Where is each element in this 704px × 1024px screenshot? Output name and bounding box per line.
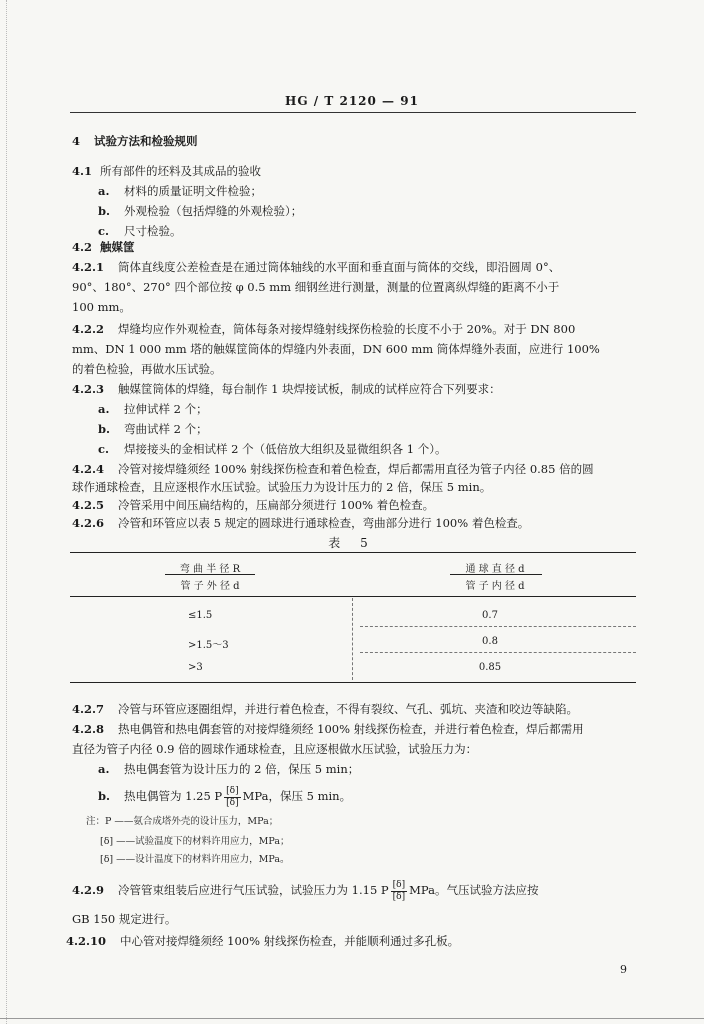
clause-4-2-10 — [66, 934, 459, 948]
page-number: 9 — [620, 963, 627, 976]
clause-number: 4.2.3 — [72, 382, 105, 396]
clause-number: 4.2.9 — [72, 883, 105, 897]
clause-number: 4.2.4 — [72, 462, 105, 476]
item-letter: a. — [98, 762, 110, 776]
clause-4-2 — [72, 240, 135, 254]
item-letter: c. — [98, 442, 110, 456]
formula-prefix: 热电偶管为 1.25 P — [124, 789, 223, 803]
table-col1-denominator: 管 子 外 径 d — [180, 581, 240, 592]
section-4-title: 试验方法和检验规则 — [94, 134, 198, 148]
clause-text: 冷管对接焊缝须经 100% 射线探伤检查和着色检查，焊后都需用直径为管子内径 0.85 倍的圆 — [118, 462, 594, 476]
clause-text: 冷管采用中间压扁结构的，压扁部分须进行 100% 着色检查。 — [118, 498, 435, 512]
table-col2-fraction-bar — [450, 574, 542, 575]
table-row-ratio: ≤1.5 — [188, 610, 213, 621]
list-item — [98, 204, 302, 218]
table-column-divider — [352, 598, 353, 680]
table-row-ratio: >1.5～3 — [188, 640, 229, 651]
page-header: HG / T 2120 — 91 — [285, 94, 419, 108]
table-row-value: 0.7 — [482, 610, 498, 621]
note-line: [δ] ——试验温度下的材料许用应力，MPa； — [100, 836, 290, 847]
section-4-heading — [72, 134, 198, 148]
clause-4-1-text: 所有部件的坯料及其成品的验收 — [100, 164, 261, 178]
clause-number: 4.2.2 — [72, 322, 105, 336]
table-col2-denominator: 管 子 内 径 d — [465, 581, 525, 592]
clause-number: 4.2.6 — [72, 516, 105, 530]
table-col1-fraction-bar — [165, 574, 255, 575]
item-text: 热电偶套管为设计压力的 2 倍，保压 5 min； — [124, 762, 360, 776]
clause-text: 中心管对接焊缝须经 100% 射线探伤检查，并能顺利通过多孔板。 — [120, 934, 460, 948]
clause-text: 球作通球检查，且应逐根作水压试验。试验压力为设计压力的 2 倍，保压 5 min。 — [72, 480, 492, 494]
clause-4-1 — [72, 164, 261, 178]
clause-4-2-1 — [72, 260, 560, 274]
item-letter: b. — [98, 204, 111, 218]
clause-4-2-3 — [72, 382, 501, 396]
item-letter: c. — [98, 224, 110, 238]
clause-number: 4.2.10 — [66, 934, 107, 948]
clause-4-2-9 — [72, 878, 538, 903]
list-item — [98, 184, 262, 198]
list-item — [98, 442, 447, 456]
clause-text: 筒体直线度公差检查是在通过筒体轴线的水平面和垂直面与筒体的交线，即沿圆周 0°、 — [118, 260, 561, 274]
clause-number: 4.2.1 — [72, 260, 105, 274]
formula-suffix: MPa，保压 5 min。 — [242, 789, 352, 803]
fraction-denominator: [δ] — [226, 797, 239, 808]
item-text: 外观检验（包括焊缝的外观检验）； — [124, 204, 303, 218]
table-5-title: 表 5 — [328, 536, 376, 550]
item-text: 拉伸试样 2 个； — [124, 402, 208, 416]
clause-4-2-6 — [72, 516, 529, 530]
list-item — [98, 784, 351, 809]
clause-number: 4.2.7 — [72, 702, 105, 716]
note-line: 注：P ——氨合成塔外壳的设计压力，MPa； — [86, 816, 279, 827]
clause-text: 冷管和环管应以表 5 规定的圆球进行通球检查，弯曲部分进行 100% 着色检查。 — [118, 516, 530, 530]
clause-text: 的着色检验，再做水压试验。 — [72, 362, 222, 376]
clause-4-2-8 — [72, 722, 584, 736]
fraction-numerator: [δ] — [392, 879, 406, 890]
scan-edge-left — [6, 0, 7, 1024]
item-text: 弯曲试样 2 个； — [124, 422, 208, 436]
clause-text: 90°、180°、270° 四个部位按 φ 0.5 mm 细钢丝进行测量，测量的位置离纵焊缝的距离不小于 — [72, 280, 560, 294]
clause-text: 冷管管束组装后应进行气压试验，试验压力为 1.15 P — [118, 883, 389, 897]
clause-text: mm、DN 1 000 mm 塔的触媒筐筒体的焊缝内外表面，DN 600 mm 筒体焊缝外表面，应进行 100% — [72, 342, 600, 356]
clause-text: GB 150 规定进行。 — [72, 912, 177, 926]
fraction-denominator: [δ] — [392, 891, 406, 902]
note-line: [δ] ——设计温度下的材料许用应力，MPa。 — [100, 854, 290, 865]
clause-text: 100 mm。 — [72, 300, 131, 314]
clause-text: 触媒筐筒体的焊缝，每台制作 1 块焊接试板，制成的试样应符合下列要求： — [118, 382, 501, 396]
table-col2-numerator: 通 球 直 径 d — [465, 564, 525, 575]
clause-text: MPa。气压试验方法应按 — [409, 883, 539, 897]
clause-4-2-4 — [72, 462, 594, 476]
clause-4-2-2 — [72, 322, 575, 336]
table-row-value: 0.85 — [478, 662, 502, 673]
table-row-rule — [360, 626, 636, 627]
formula-fraction — [391, 880, 407, 903]
clause-4-2-5 — [72, 498, 434, 512]
clause-4-2-number: 4.2 — [72, 240, 93, 254]
item-letter: b. — [98, 789, 111, 803]
list-item — [98, 762, 359, 776]
clause-4-1-number: 4.1 — [72, 164, 93, 178]
header-rule — [70, 112, 636, 113]
formula-fraction — [224, 786, 240, 809]
scan-edge-bottom — [0, 1018, 704, 1019]
clause-4-2-7 — [72, 702, 578, 716]
item-letter: a. — [98, 402, 110, 416]
item-letter: a. — [98, 184, 110, 198]
table-row-rule — [360, 652, 636, 653]
item-text: 材料的质量证明文件检验； — [124, 184, 262, 198]
section-4-number: 4 — [72, 134, 81, 148]
clause-number: 4.2.8 — [72, 722, 105, 736]
fraction-numerator: [δ] — [226, 785, 239, 796]
table-col1-numerator: 弯 曲 半 径 R — [179, 564, 241, 575]
clause-4-2-text: 触媒筐 — [100, 240, 135, 254]
clause-number: 4.2.5 — [72, 498, 105, 512]
list-item — [98, 422, 208, 436]
item-letter: b. — [98, 422, 111, 436]
clause-text: 冷管与环管应逐圈组焊，并进行着色检查，不得有裂纹、气孔、弧坑、夹渣和咬边等缺陷。 — [118, 702, 578, 716]
clause-text: 直径为管子内径 0.9 倍的圆球作通球检查，且应逐根做水压试验，试验压力为： — [72, 742, 478, 756]
table-header-rule — [70, 596, 636, 597]
clause-text: 热电偶管和热电偶套管的对接焊缝须经 100% 射线探伤检查，并进行着色检查，焊后都需用 — [118, 722, 584, 736]
table-top-rule — [70, 552, 636, 553]
table-row-ratio: >3 — [188, 662, 203, 673]
item-text: 尺寸检验。 — [124, 224, 182, 238]
clause-text: 焊缝均应作外观检查，筒体每条对接焊缝射线探伤检验的长度不小于 20%。对于 DN 800 — [118, 322, 576, 336]
table-row-value: 0.8 — [482, 636, 498, 647]
list-item — [98, 224, 182, 238]
table-bottom-rule — [70, 682, 636, 683]
item-text: 焊接接头的金相试样 2 个（低倍放大组织及显微组织各 1 个）。 — [124, 442, 447, 456]
list-item — [98, 402, 208, 416]
